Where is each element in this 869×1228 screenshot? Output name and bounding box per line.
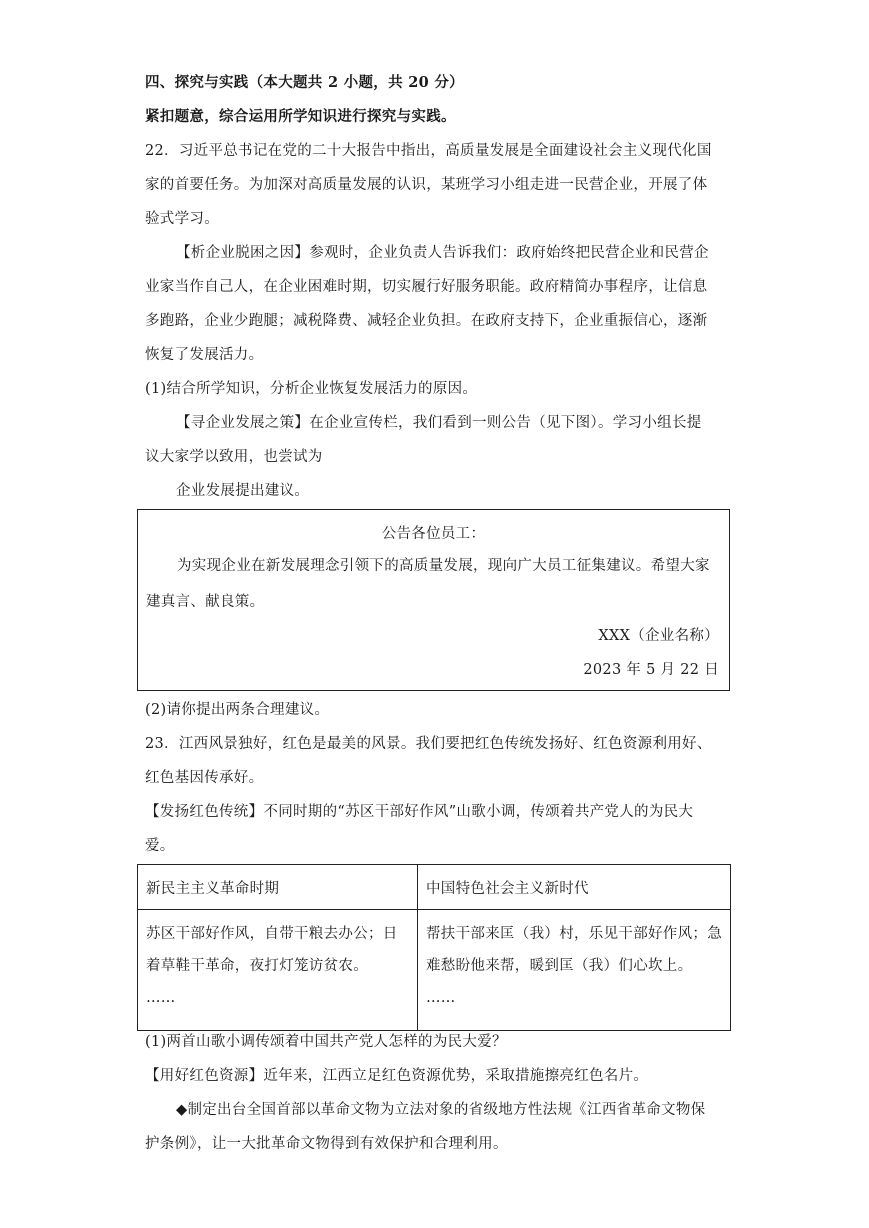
notice-signature: XXX（企业名称）: [598, 628, 719, 644]
cell-line: 难愁盼他来帮，暖到匡（我）们心坎上。: [426, 958, 693, 974]
table-header-cell: 中国特色社会主义新时代: [418, 865, 731, 910]
table-row: [138, 910, 731, 1031]
q23-intro-line: 红色基因传承好。: [145, 770, 264, 786]
table-cell-right: [418, 910, 731, 1031]
q22-part2-line: 【寻企业发展之策】在企业宣传栏，我们看到一则公告（见下图）。学习小组长提: [176, 415, 702, 431]
q22-part1-line: 恢复了发展活力。: [145, 347, 264, 363]
q22-part1-line: 【析企业脱困之因】参观时，企业负责人告诉我们：政府始终把民营企业和民营企: [176, 245, 709, 261]
q22-question-2: (2)请你提出两条合理建议。: [145, 702, 330, 718]
q22-intro-line: 验式学习。: [145, 211, 219, 227]
table-header-cell: 新民主主义革命时期: [138, 865, 418, 910]
notice-body-line: 建真言、献良策。: [146, 594, 265, 610]
table-cell-left: [138, 910, 418, 1031]
notice-box: [137, 509, 730, 691]
cell-line: 苏区干部好作风，自带干粮去办公；日: [146, 926, 398, 942]
notice-title: 公告各位员工：: [381, 526, 486, 542]
section-heading: 四、探究与实践（本大题共 2 小题，共 20 分）: [145, 74, 464, 91]
cell-line: 着草鞋干革命，夜打灯笼访贫农。: [146, 958, 368, 974]
q23-intro-line: 23．江西风景独好，红色是最美的风景。我们要把红色传统发扬好、红色资源利用好、: [145, 736, 712, 752]
notice-date: 2023 年 5 月 22 日: [583, 662, 719, 678]
q22-part1-line: 多跑路，企业少跑腿；减税降费、减轻企业负担。在政府支持下，企业重振信心，逐渐: [145, 313, 708, 329]
q23-question-1: (1)两首山歌小调传颂着中国共产党人怎样的为民大爱？: [145, 1034, 507, 1050]
notice-body-line: 为实现企业在新发展理念引领下的高质量发展，现向广大员工征集建议。希望大家: [177, 558, 710, 574]
table-header-row: [138, 865, 731, 910]
q23-bullet-line: 护条例》，让一大批革命文物得到有效保护和合理利用。: [145, 1136, 508, 1152]
q22-intro-line: 家的首要任务。为加深对高质量发展的认识，某班学习小组走进一民营企业，开展了体: [145, 177, 708, 193]
q22-part2-line: 企业发展提出建议。: [176, 483, 310, 499]
q22-part2-line: 议大家学以致用，也尝试为: [145, 449, 323, 465]
q23-bullet-line: ◆制定出台全国首部以革命文物为立法对象的省级地方性法规《江西省革命文物保: [176, 1102, 706, 1118]
q23-part1-line: 爱。: [145, 838, 175, 854]
cell-line: 帮扶干部来匡（我）村，乐见干部好作风；急: [426, 926, 722, 942]
q22-part1-line: 业家当作自己人，在企业困难时期，切实履行好服务职能。政府精简办事程序，让信息: [145, 279, 708, 295]
cell-line: ……: [146, 990, 176, 1006]
section-instruction: 紧扣题意，综合运用所学知识进行探究与实践。: [145, 108, 456, 125]
songs-table: [137, 864, 731, 1031]
cell-line: ……: [426, 990, 456, 1006]
q22-question-1: (1)结合所学知识，分析企业恢复发展活力的原因。: [145, 381, 478, 397]
q22-intro-line: 22．习近平总书记在党的二十大报告中指出，高质量发展是全面建设社会主义现代化国: [145, 143, 712, 159]
q23-part2-line: 【用好红色资源】近年来，江西立足红色资源优势，采取措施擦亮红色名片。: [145, 1068, 649, 1084]
q23-part1-line: 【发扬红色传统】不同时期的“苏区干部好作风”山歌小调，传颂着共产党人的为民大: [145, 804, 694, 820]
